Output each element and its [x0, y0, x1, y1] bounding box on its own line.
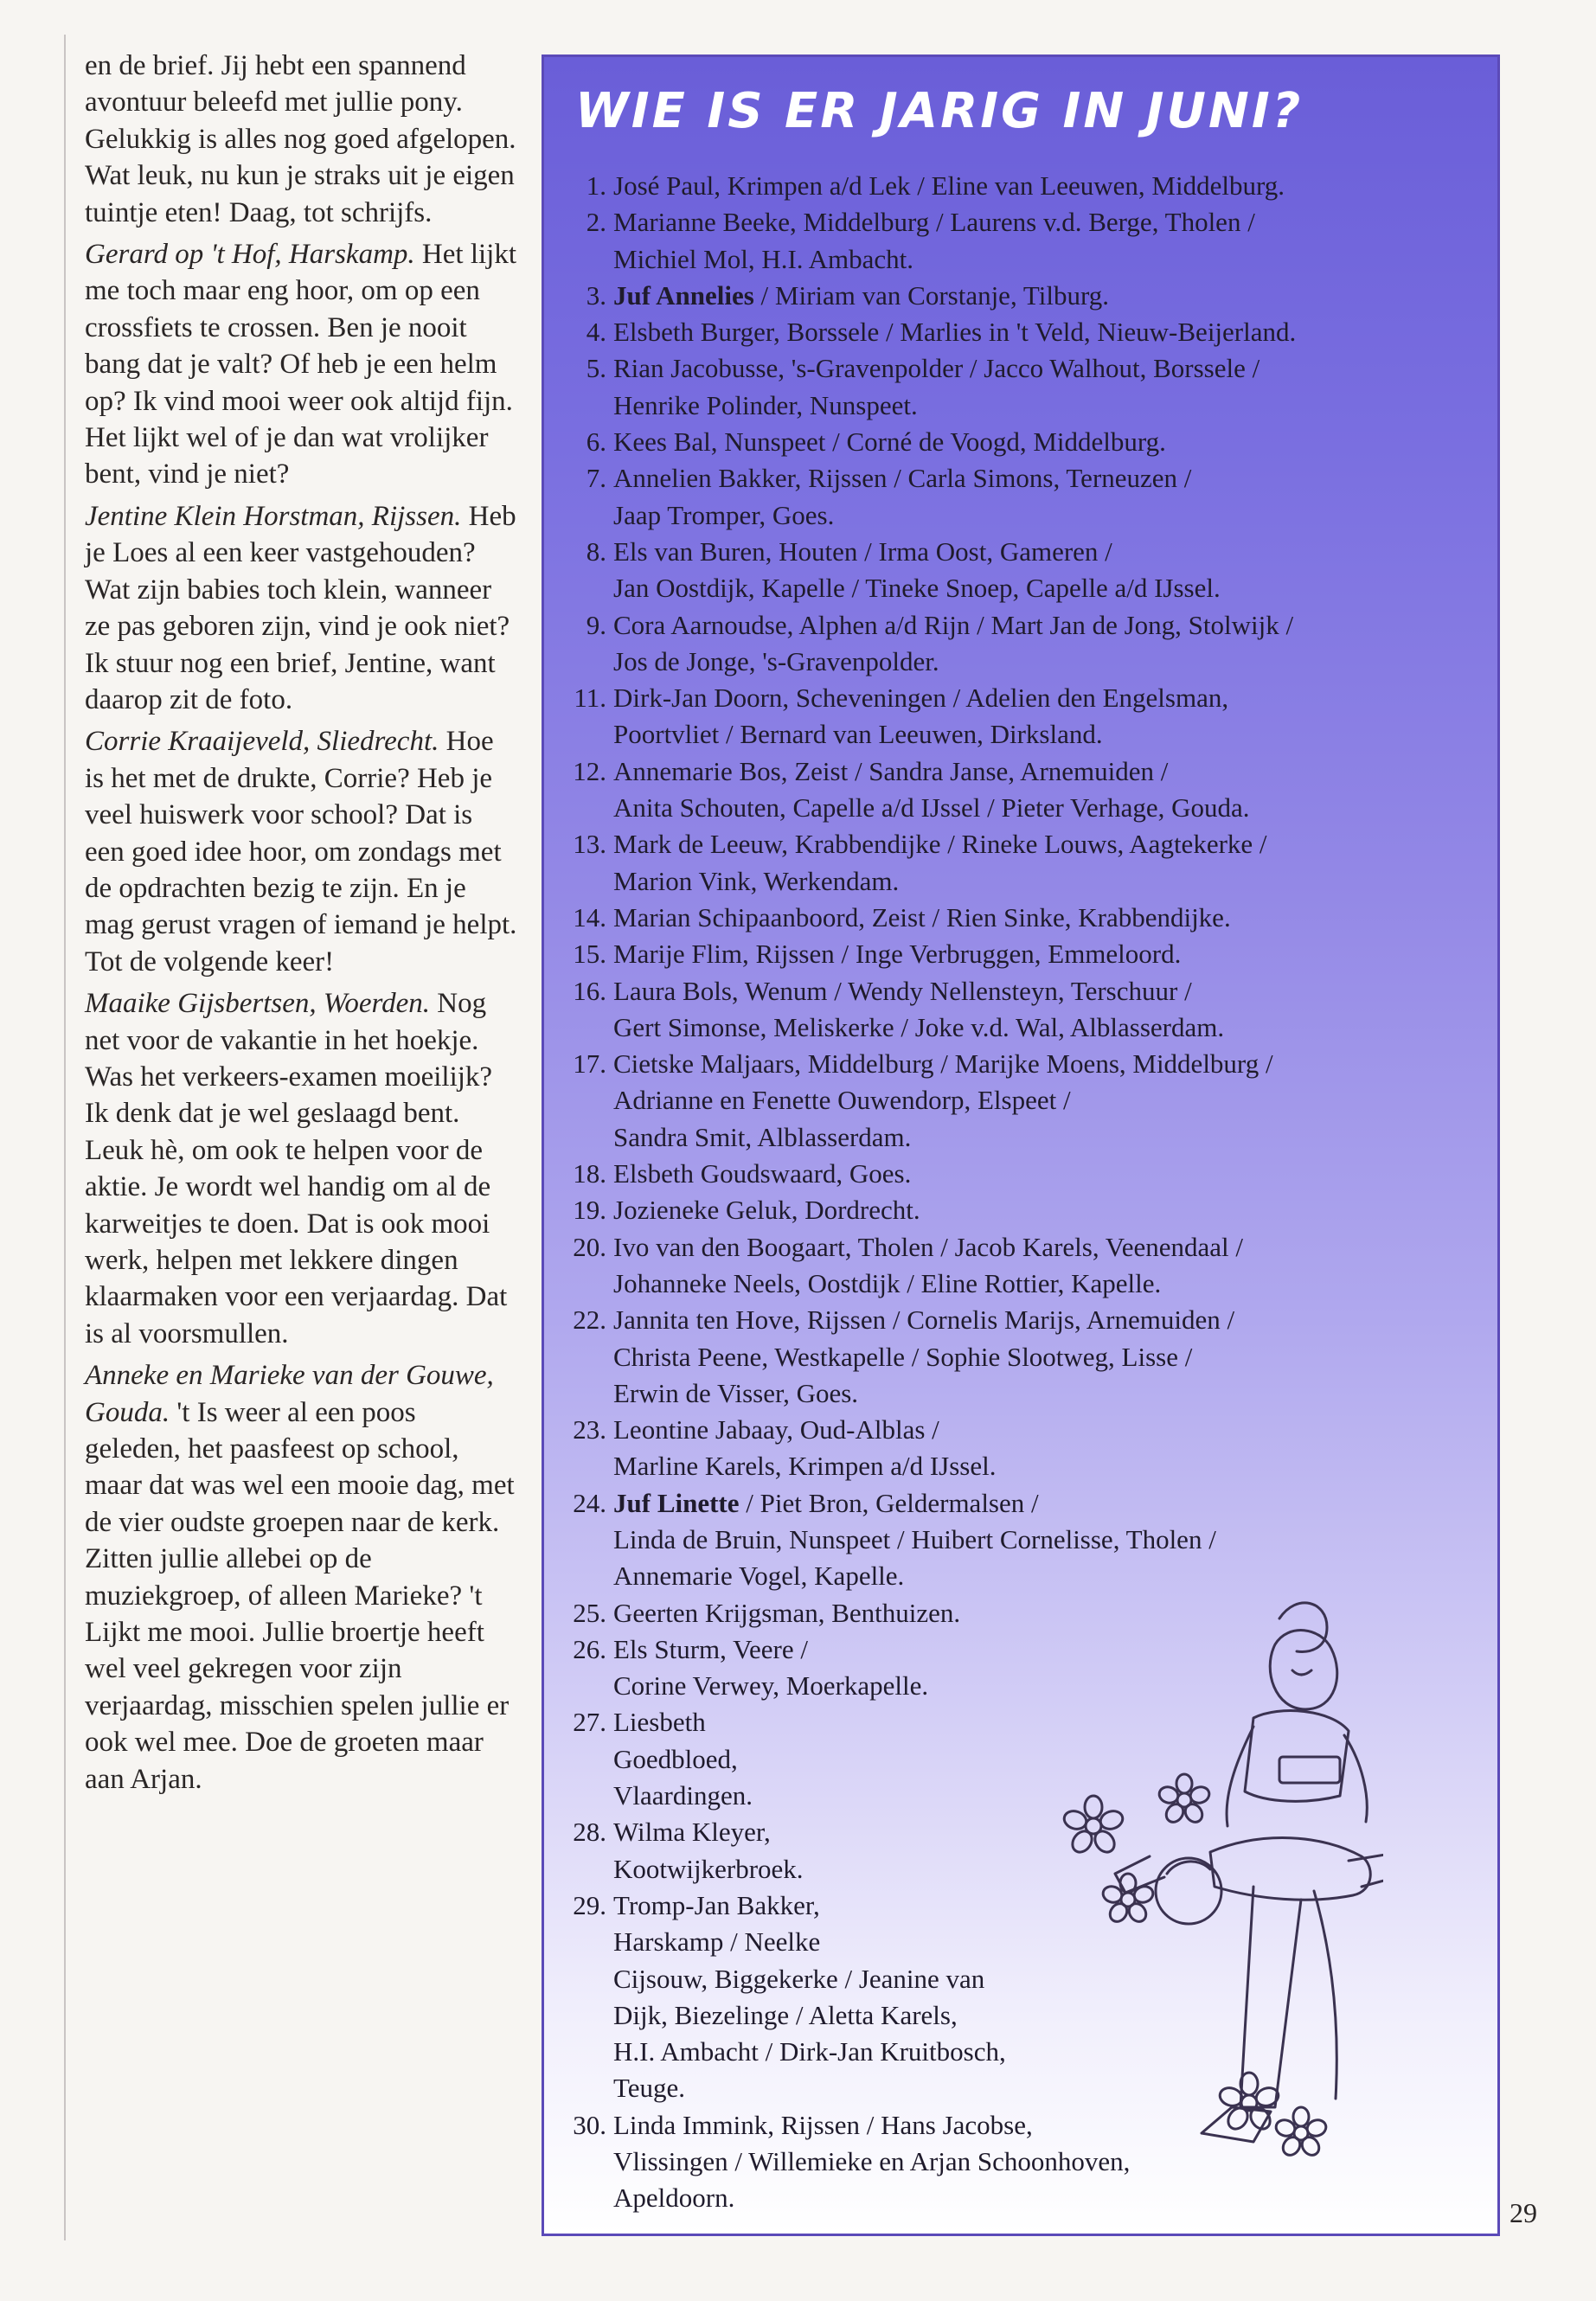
birthday-names-text: Cora Aarnoudse, Alphen a/d Rijn / Mart Jan de Jong, Stolwijk / Jos de Jonge, 's-Gravenpolder. — [613, 609, 1294, 676]
birthday-entry — [570, 314, 1478, 350]
birthday-names-text: José Paul, Krimpen a/d Lek / Eline van Leeuwen, Middelburg. — [613, 170, 1285, 201]
birthday-entry — [570, 204, 1478, 278]
birthday-names-text: Cietske Maljaars, Middelburg / Marijke Moens, Middelburg / Adrianne en Fenette Ouwendorp, Elspeet / Sandra Smit, Alblasserdam. — [613, 1048, 1273, 1152]
birthday-names — [613, 278, 1478, 314]
flower-icon — [1218, 2073, 1281, 2132]
birthday-day: 16. — [573, 975, 606, 1006]
birthday-entry — [570, 278, 1478, 314]
birthday-day: 7. — [586, 463, 606, 494]
teacher-name: Juf Annelies — [613, 279, 754, 311]
letter-paragraph — [85, 48, 517, 231]
birthday-names — [613, 1302, 1478, 1412]
birthday-names — [613, 936, 1478, 972]
birthday-names — [613, 1046, 1478, 1156]
birthday-day: 14. — [573, 901, 606, 933]
letter-text: Heb je Loes al een keer vastgehouden? Wat zijn babies toch klein, wanneer ze pas geboren zijn, vind je ook niet? Ik stuur nog een brief, Jentine, want daarop zit de foto. — [85, 500, 516, 715]
birthday-day: 8. — [586, 535, 606, 567]
birthday-entry — [570, 900, 1478, 936]
birthday-names-text: Linda Immink, Rijssen / Hans Jacobse, Vlissingen / Willemieke en Arjan Schoonhoven, Apeldoorn. — [613, 2109, 1131, 2214]
birthday-day: 1. — [586, 170, 606, 201]
birthday-entry — [570, 1229, 1478, 1303]
letter-paragraph — [85, 1357, 517, 1798]
birthday-day: 22. — [573, 1304, 606, 1336]
birthday-entry — [570, 680, 1478, 753]
letter-text: en de brief. Jij hebt een spannend avontuur beleefd met jullie pony. Gelukkig is alles nog goed afgelopen. Wat leuk, nu kun je straks uit je eigen tuintje eten! Daag, tot schrijfs. — [85, 50, 516, 228]
letter-signature: Maaike Gijsbertsen, Woerden. — [85, 988, 430, 1020]
birthday-names-text: / Piet Bron, Geldermalsen / Linda de Bruin, Nunspeet / Huibert Cornelisse, Tholen / Annemarie Vogel, Kapelle. — [613, 1487, 1216, 1592]
birthday-names-text: Wilma Kleyer, Kootwijkerbroek. — [613, 1817, 804, 1884]
birthday-entry — [570, 350, 1478, 424]
birthday-box — [542, 54, 1500, 2236]
birthday-names-text: Mark de Leeuw, Krabbendijke / Rineke Louws, Aagtekerke / Marion Vink, Werkendam. — [613, 829, 1267, 896]
birthday-names — [613, 168, 1478, 204]
birthday-names-text: Elsbeth Burger, Borssele / Marlies in 't Veld, Nieuw-Beijerland. — [613, 317, 1297, 348]
page-number: 29 — [1509, 2197, 1537, 2228]
birthday-day: 9. — [586, 609, 606, 640]
birthday-entry — [570, 936, 1478, 972]
birthday-names-text: Marian Schipaanboord, Zeist / Rien Sinke, Krabbendijke. — [613, 901, 1231, 933]
flower-icon — [1157, 1774, 1211, 1825]
birthday-entry — [570, 1192, 1478, 1228]
birthday-names-text: Rian Jacobusse, 's-Gravenpolder / Jacco Walhout, Borssele / Henrike Polinder, Nunspeet. — [613, 353, 1260, 420]
birthday-names — [613, 204, 1478, 278]
birthday-entry — [570, 1046, 1478, 1156]
letter-signature: Jentine Klein Horstman, Rijssen. — [85, 500, 462, 532]
letter-signature: Anneke en Marieke van der Gouwe, Gouda. — [85, 1360, 494, 1428]
letter-signature: Corrie Kraaijeveld, Sliedrecht. — [85, 726, 439, 758]
birthday-day: 24. — [573, 1487, 606, 1518]
birthday-names-text: Marije Flim, Rijssen / Inge Verbruggen, Emmeloord. — [613, 939, 1182, 970]
birthday-names — [613, 680, 1478, 753]
birthday-day: 19. — [573, 1195, 606, 1226]
birthday-names — [613, 1192, 1478, 1228]
flower-icon — [1062, 1796, 1125, 1856]
birthday-entry — [570, 1412, 1478, 1485]
birthday-names — [613, 314, 1478, 350]
birthday-day: 25. — [573, 1597, 606, 1628]
letter-text: 't Is weer al een poos geleden, het paasfeest op school, maar dat was wel een mooie dag, met de vier oudste groepen naar de kerk. Zitten jullie allebei op de muziekgroep, of alleen Marieke? 't Lijkt me mooi. Jullie broertje heeft wel veel gekregen voor zijn verjaardag, misschien spelen jullie er ook wel mee. Doe de groeten maar aan Arjan. — [85, 1396, 515, 1795]
birthday-day: 5. — [586, 353, 606, 384]
birthday-names — [613, 973, 1478, 1047]
birthday-names-text: Ivo van den Boogaart, Tholen / Jacob Karels, Veenendaal / Johanneke Neels, Oostdijk / Eline Rottier, Kapelle. — [613, 1231, 1243, 1298]
letter-text: Het lijkt me toch maar eng hoor, om op een crossfiets te crossen. Ben je nooit bang dat je valt? Of heb je een helm op? Ik vind mooi weer ook altijd fijn. Het lijkt wel of je dan wat vrolijker bent, vind je niet? — [85, 239, 516, 490]
letter-paragraph — [85, 985, 517, 1352]
birthday-day: 27. — [573, 1707, 606, 1738]
letter-signature: Gerard op 't Hof, Harskamp. — [85, 239, 415, 271]
birthday-names-text: Laura Bols, Wenum / Wendy Nellensteyn, Terschuur / Gert Simonse, Meliskerke / Joke v.d. Wal, Alblasserdam. — [613, 975, 1225, 1042]
letter-paragraph — [85, 723, 517, 980]
birthday-names — [613, 826, 1478, 900]
birthday-entry — [570, 424, 1478, 460]
letter-paragraph — [85, 498, 517, 718]
flower-icon — [1101, 1874, 1155, 1925]
birthday-day: 6. — [586, 426, 606, 458]
birthday-box-title: WIE IS ER JARIG IN JUNI? — [575, 83, 1304, 139]
left-margin-rule — [64, 35, 66, 2240]
birthday-names-text: Els van Buren, Houten / Irma Oost, Gameren / Jan Oostdijk, Kapelle / Tineke Snoep, Capelle a/d IJssel. — [613, 535, 1221, 604]
birthday-names-text: Dirk-Jan Doorn, Scheveningen / Adelien den Engelsman, Poortvliet / Bernard van Leeuwen, Dirksland. — [613, 683, 1229, 750]
birthday-day: 20. — [573, 1231, 606, 1262]
birthday-day: 30. — [573, 2109, 606, 2140]
birthday-day: 13. — [573, 829, 606, 860]
birthday-entry — [570, 460, 1478, 534]
birthday-names — [613, 607, 1478, 681]
birthday-names-text: Jozieneke Geluk, Dordrecht. — [613, 1195, 920, 1226]
birthday-names-text: Kees Bal, Nunspeet / Corné de Voogd, Middelburg. — [613, 426, 1166, 458]
letters-column — [85, 48, 517, 1803]
birthday-names — [613, 900, 1478, 936]
birthday-day: 23. — [573, 1414, 606, 1445]
birthday-names — [613, 534, 1478, 607]
letter-text: Hoe is het met de drukte, Corrie? Heb je veel huiswerk voor school? Dat is een goed idee hoor, om zondags met de opdrachten bezig te zijn. En je mag gerust vragen of iemand je helpt. Tot de volgende keer! — [85, 726, 517, 977]
birthday-entry — [570, 607, 1478, 681]
birthday-day: 11. — [574, 683, 606, 714]
birthday-day: 18. — [573, 1158, 606, 1189]
birthday-names — [613, 1412, 1478, 1485]
birthday-names-text: Marianne Beeke, Middelburg / Laurens v.d. Berge, Tholen / Michiel Mol, H.I. Ambacht. — [613, 207, 1255, 274]
children-playing-illustration — [847, 1567, 1383, 2224]
birthday-names-text: / Miriam van Corstanje, Tilburg. — [753, 279, 1109, 311]
birthday-day: 28. — [573, 1817, 606, 1848]
birthday-names — [613, 1156, 1478, 1192]
letter-paragraph — [85, 236, 517, 493]
birthday-entry — [570, 1302, 1478, 1412]
birthday-names-text: Tromp-Jan Bakker, Harskamp / Neelke Cijsouw, Biggekerke / Jeanine van Dijk, Biezelinge / Aletta Karels, H.I. Ambacht / Dirk-Jan Kruitbosch, Teuge. — [613, 1889, 1006, 2104]
birthday-day: 17. — [573, 1048, 606, 1080]
letter-text: Nog net voor de vakantie in het hoekje. Was het verkeers-examen moeilijk? Ik denk dat je wel geslaagd bent. Leuk hè, om ook te helpen voor de aktie. Je wordt wel handig om al de karweitjes te doen. Dat is ook mooi werk, helpen met lekkere dingen klaarmaken voor een verjaardag. Dat is al voorsmullen. — [85, 988, 508, 1349]
flower-icon — [1274, 2107, 1328, 2158]
birthday-day: 2. — [586, 207, 606, 238]
birthday-names — [613, 350, 1478, 424]
birthday-names-text: Elsbeth Goudswaard, Goes. — [613, 1158, 912, 1189]
birthday-names-text: Els Sturm, Veere / Corine Verwey, Moerkapelle. — [613, 1633, 929, 1702]
birthday-names — [613, 460, 1478, 534]
birthday-entry — [570, 753, 1478, 827]
birthday-entry — [570, 973, 1478, 1047]
birthday-names — [613, 1229, 1478, 1303]
birthday-names-text: Annelien Bakker, Rijssen / Carla Simons, Terneuzen / Jaap Tromper, Goes. — [613, 463, 1192, 530]
birthday-names — [613, 424, 1478, 460]
birthday-day: 26. — [573, 1633, 606, 1664]
birthday-entry — [570, 534, 1478, 607]
birthday-names-text: Geerten Krijgsman, Benthuizen. — [613, 1597, 961, 1628]
birthday-day: 29. — [573, 1889, 606, 1920]
birthday-names — [613, 753, 1478, 827]
birthday-names-text: Liesbeth Goedbloed, Vlaardingen. — [613, 1707, 753, 1811]
birthday-day: 3. — [586, 279, 606, 311]
birthday-day: 15. — [573, 939, 606, 970]
birthday-entry — [570, 168, 1478, 204]
birthday-names-text: Jannita ten Hove, Rijssen / Cornelis Marijs, Arnemuiden / Christa Peene, Westkapelle / Sophie Slootweg, Lisse / Erwin de Visser, Goes. — [613, 1304, 1235, 1408]
birthday-entry — [570, 1156, 1478, 1192]
birthday-day: 4. — [586, 317, 606, 348]
birthday-entry — [570, 826, 1478, 900]
birthday-day: 12. — [573, 755, 606, 786]
teacher-name: Juf Linette — [613, 1487, 740, 1518]
birthday-names-text: Annemarie Bos, Zeist / Sandra Janse, Arnemuiden / Anita Schouten, Capelle a/d IJssel / Pieter Verhage, Gouda. — [613, 755, 1250, 824]
birthday-names-text: Leontine Jabaay, Oud-Alblas / Marline Karels, Krimpen a/d IJssel. — [613, 1414, 997, 1482]
